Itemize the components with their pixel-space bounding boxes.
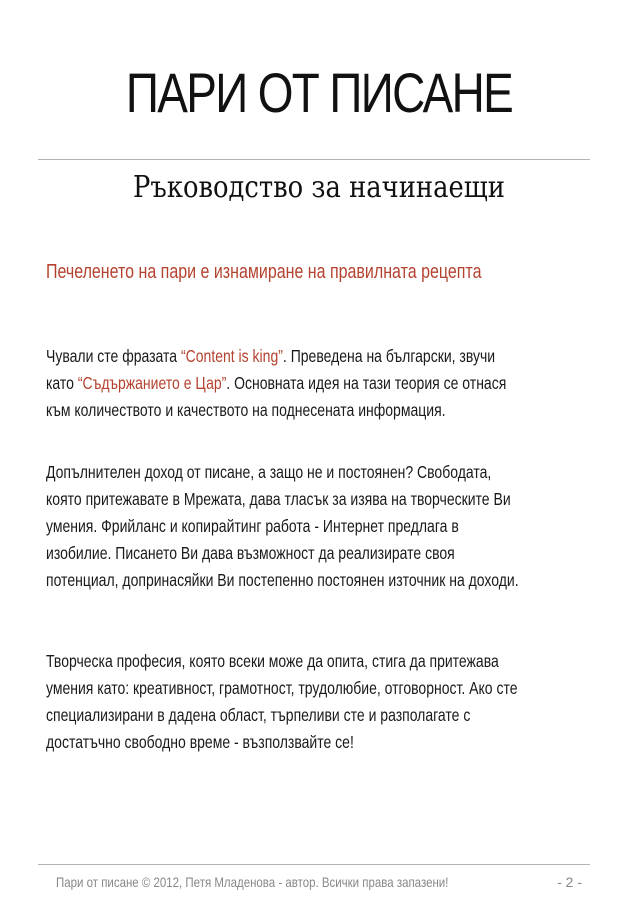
page-number: - 2 - — [557, 874, 582, 890]
page-title: ПАРИ ОТ ПИСАНЕ — [125, 61, 513, 124]
paragraph-3 — [46, 648, 590, 756]
paragraph-line: достатъчно свободно време - възползвайте се! — [46, 732, 354, 752]
text-segment: . Основната идея на тази теория се отнася — [226, 373, 507, 393]
highlighted-quote: “Съдържанието е Цар” — [77, 373, 227, 393]
footer-divider — [38, 864, 590, 865]
paragraph-line: изобилие. Писането Ви дава възможност да реализирате своя — [46, 543, 455, 563]
page-subtitle: Ръководство за начинаещи — [133, 170, 505, 205]
paragraph-line: Допълнителен доход от писане, а защо не и постоянен? Свободата, — [46, 462, 492, 482]
paragraph-line: която притежавате в Мрежата, дава тласък за изява на творческите Ви — [46, 489, 511, 509]
accent-heading: Печеленето на пари е изнамиране на правилната рецепта — [46, 261, 482, 283]
text-segment: като — [46, 373, 78, 393]
paragraph-1-line-1 — [46, 343, 590, 370]
paragraph-line: специализирани в дадена област, търпеливи сте и разполагате с — [46, 705, 471, 725]
text-segment: . Преведена на български, звучи — [282, 346, 496, 366]
highlighted-quote: “Content is king” — [180, 346, 283, 366]
paragraph-1-line-3: към количеството и качеството на поднесената информация. — [46, 400, 446, 420]
footer-copyright: Пари от писане © 2012, Петя Младенова - автор. Всички права запазени! — [56, 874, 449, 890]
paragraph-1 — [46, 343, 590, 424]
paragraph-line: потенциал, допринасяйки Ви постепенно постоянен източник на доходи. — [46, 570, 519, 590]
paragraph-line: Творческа професия, която всеки може да опита, стига да притежава — [46, 651, 499, 671]
paragraph-2 — [46, 459, 590, 594]
paragraph-line: умения. Фрийланс и копирайтинг работа - Интернет предлага в — [46, 516, 459, 536]
paragraph-line: умения като: креативност, грамотност, трудолюбие, отговорност. Ако сте — [46, 678, 518, 698]
text-segment: Чували сте фразата — [46, 346, 181, 366]
title-divider — [38, 159, 590, 160]
paragraph-1-line-2 — [46, 370, 590, 397]
